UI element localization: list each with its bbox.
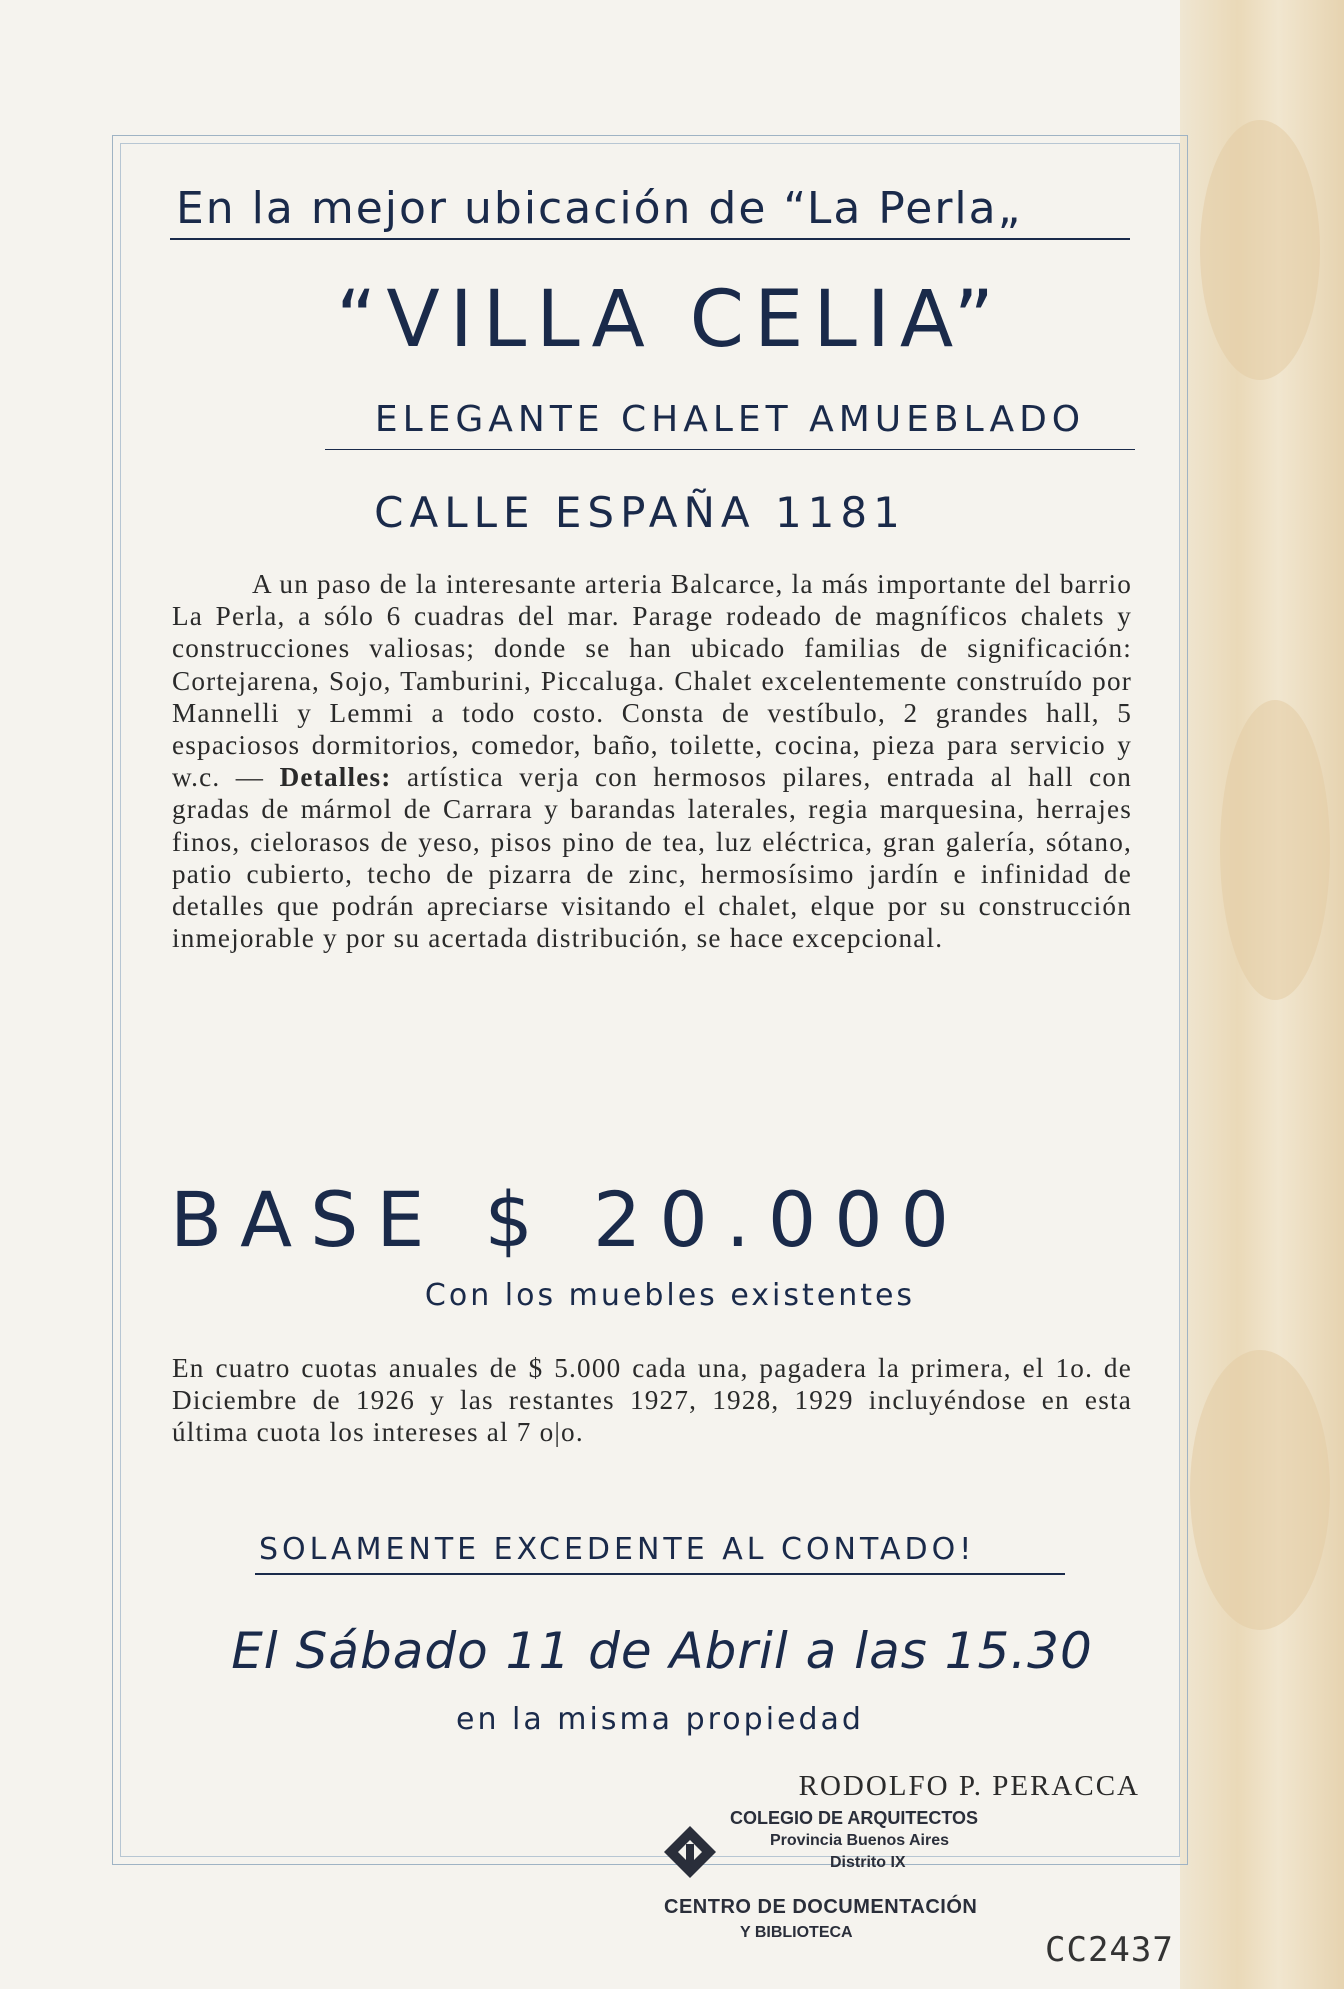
stain-blob — [1220, 700, 1330, 1000]
location-heading: En la mejor ubicación de “La Perla„ — [170, 178, 1130, 240]
paper-stain-strip — [1180, 0, 1344, 1989]
auction-date: El Sábado 11 de Abril a las 15.30 — [231, 1622, 1093, 1680]
details-label: Detalles: — [279, 762, 392, 793]
payment-paragraph — [172, 1352, 1132, 1449]
auction-place: en la misma propiedad — [456, 1702, 864, 1737]
base-price: BASE $ 20.000 — [170, 1175, 967, 1264]
stamp-line-2: Provincia Buenos Aires — [770, 1832, 950, 1849]
stamp-line-3: Distrito IX — [830, 1854, 906, 1871]
architects-logo-icon — [660, 1822, 720, 1882]
furniture-note: Con los muebles existentes — [424, 1278, 916, 1313]
description-text-1: A un paso de la interesante arteria Balcarce, la más importante del barrio La Perla, a sólo 6 cuadras del mar. Parage rodeado de magníficos chalets y construcciones valiosas; donde se han ubicado familias de significación: Cortejarena, Sojo, Tamburini, Piccaluga. Chalet excelentemente construído por Mannelli y Lemmi a todo costo. Consta de vestíbulo, 2 grandes hall, 5 espaciosos dormitorios, comedor, baño, toilette, cocina, pieza para servicio y w.c. — — [172, 569, 1132, 793]
excess-heading: SOLAMENTE EXCEDENTE AL CONTADO! — [255, 1525, 1065, 1575]
stamp-line-4: CENTRO DE DOCUMENTACIÓN — [664, 1896, 978, 1918]
stain-blob — [1200, 120, 1320, 380]
description-text-2: artística verja con hermosos pilares, entrada al hall con gradas de mármol de Carrara y barandas laterales, regia marquesina, herrajes finos, cielorasos de yeso, pisos pino de tea, luz eléctrica, gran galería, sótano, patio cubierto, techo de pizarra de zinc, hermosísimo jardín e infinidad de detalles que podrán apreciarse visitando el chalet, elque por su construcción inmejorable y por su acertada distribución, se hace excepcional. — [172, 762, 1133, 954]
stamp-line-1: COLEGIO DE ARQUITECTOS — [730, 1808, 979, 1828]
payment-text: En cuatro cuotas anuales de $ 5.000 cada una, pagadera la primera, el 1o. de Diciembre de 1926 y las restantes 1927, 1928, 1929 incluyéndose en esta última cuota los intereses al 7 o|o. — [172, 1353, 1132, 1448]
stamp-line-5: Y BIBLIOTECA — [740, 1924, 853, 1938]
auctioneer-signature: RODOLFO P. PERACCA — [798, 1770, 1140, 1802]
stain-blob — [1190, 1350, 1330, 1630]
description-paragraph — [172, 568, 1132, 954]
villa-title: “VILLA CELIA” — [336, 275, 1004, 365]
handwritten-catalog-code: CC2437 — [1045, 1930, 1174, 1970]
address-heading: CALLE ESPAÑA 1181 — [374, 488, 906, 537]
library-stamp — [660, 1808, 1060, 1948]
chalet-subtitle: ELEGANTE CHALET AMUEBLADO — [325, 390, 1135, 450]
